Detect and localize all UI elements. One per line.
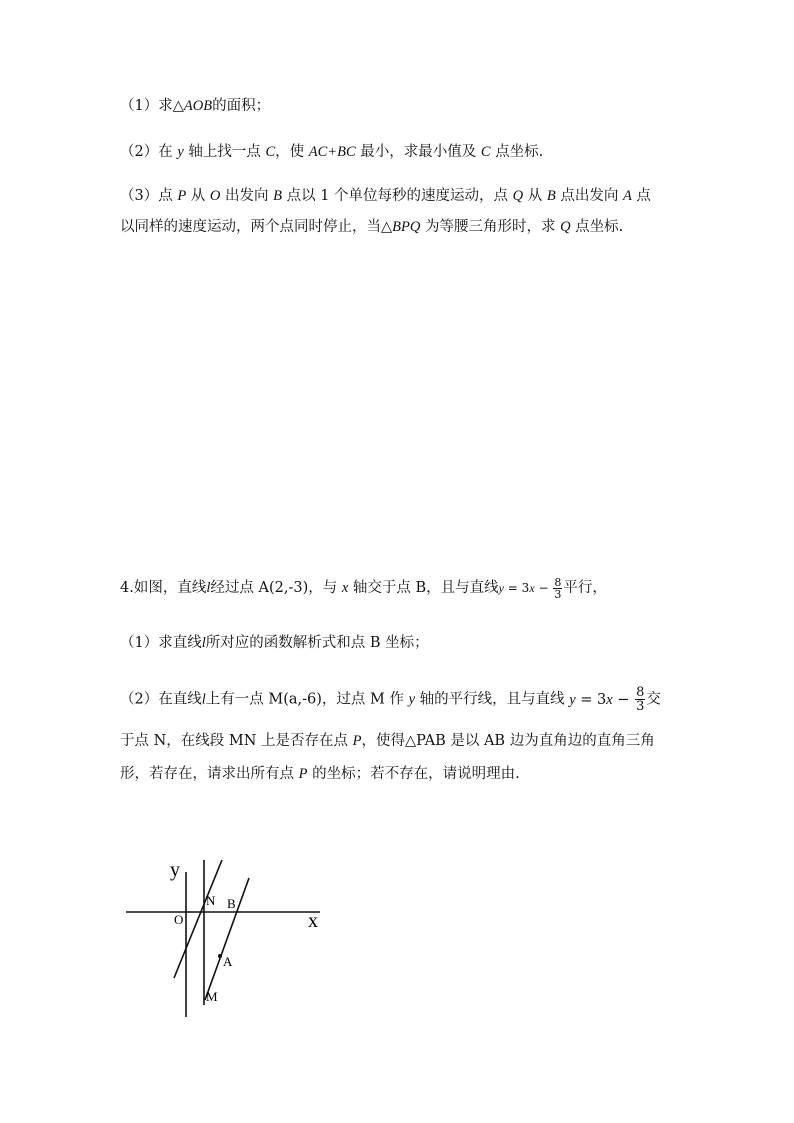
text: 最小，求最小值及	[355, 144, 481, 160]
text: 的坐标；若不存在，请说明理由.	[307, 766, 520, 782]
text: 点出发向	[555, 188, 623, 204]
var-p: P	[352, 733, 362, 749]
var-l: l	[206, 580, 211, 596]
x-axis-label: x	[308, 910, 318, 932]
text: （1）求直线	[120, 635, 202, 651]
text: 轴交于点 B，且与直线	[348, 580, 499, 596]
eq-text: = 3	[503, 581, 530, 595]
text: 交	[646, 691, 661, 708]
fraction-numerator: 8	[554, 576, 562, 589]
origin-label: O	[174, 912, 184, 927]
text: ，使	[275, 144, 309, 160]
eq-minus: −	[534, 581, 553, 595]
text: 轴上找一点	[183, 144, 266, 160]
fraction-denominator: 3	[554, 588, 562, 601]
eq-x: x	[529, 581, 535, 595]
text: 点坐标.	[490, 144, 544, 160]
var-b: B	[273, 188, 282, 204]
text: 从	[186, 188, 210, 204]
fraction-denominator: 3	[636, 699, 645, 714]
point-a-label: A	[223, 954, 233, 969]
var-q: Q	[560, 219, 571, 235]
var-c: C	[265, 144, 276, 160]
var-c: C	[480, 144, 491, 160]
text: 形，若存在，请求出所有点	[120, 766, 299, 782]
point-a-marker	[218, 954, 222, 958]
var-y: y	[408, 691, 416, 708]
eq-y: y	[498, 581, 504, 595]
text: 出发向	[220, 188, 274, 204]
fraction-numerator: 8	[636, 685, 645, 700]
point-m-label: M	[206, 989, 218, 1004]
text: 4.如图，直线	[120, 580, 207, 596]
text: 的面积；	[212, 98, 271, 114]
var-x: x	[341, 580, 349, 596]
text: 经过点 A(2,-3)，与	[210, 580, 342, 596]
triangle-aob: AOB	[183, 98, 213, 114]
text: 以同样的速度运动，两个点同时停止，当△	[120, 219, 393, 235]
y-axis-label: y	[170, 859, 180, 881]
eq-text: = 3	[575, 691, 607, 708]
var-p: P	[177, 188, 187, 204]
var-q: Q	[512, 188, 524, 204]
triangle-bpq: BPQ	[392, 219, 421, 235]
var-a: A	[622, 188, 632, 204]
text: 平行，	[563, 580, 607, 596]
text: （2）在	[120, 144, 178, 160]
text: （3）点	[120, 188, 178, 204]
var-b: B	[546, 188, 556, 204]
point-b-label: B	[227, 896, 236, 911]
text: 点坐标.	[570, 219, 624, 235]
text: （2）在直线	[120, 691, 202, 708]
eq-y: y	[569, 691, 576, 708]
text: 于点 N，在线段 MN 上是否存在点	[120, 733, 353, 749]
expr-ac-bc: AC+BC	[308, 144, 356, 160]
var-p: P	[298, 766, 308, 782]
eq-x: x	[606, 691, 613, 708]
text: 所对应的函数解析式和点 B 坐标；	[205, 635, 429, 651]
text: （1）求△	[120, 98, 184, 114]
var-o: O	[209, 188, 221, 204]
text: ，使得△PAB 是以 AB 边为直角边的直角三角	[361, 733, 655, 749]
text: 为等腰三角形时，求	[420, 219, 561, 235]
text: 点	[631, 188, 651, 204]
point-n-label: N	[206, 893, 216, 908]
var-l: l	[201, 635, 206, 651]
eq-minus: −	[612, 691, 635, 708]
text: 上有一点 M(a,-6)，过点 M 作	[205, 691, 409, 708]
text: 从	[523, 188, 547, 204]
var-l: l	[201, 691, 206, 708]
text: 轴的平行线，且与直线	[415, 691, 570, 708]
text: 点以 1 个单位每秒的速度运动，点	[281, 188, 513, 204]
var-y: y	[177, 144, 184, 160]
